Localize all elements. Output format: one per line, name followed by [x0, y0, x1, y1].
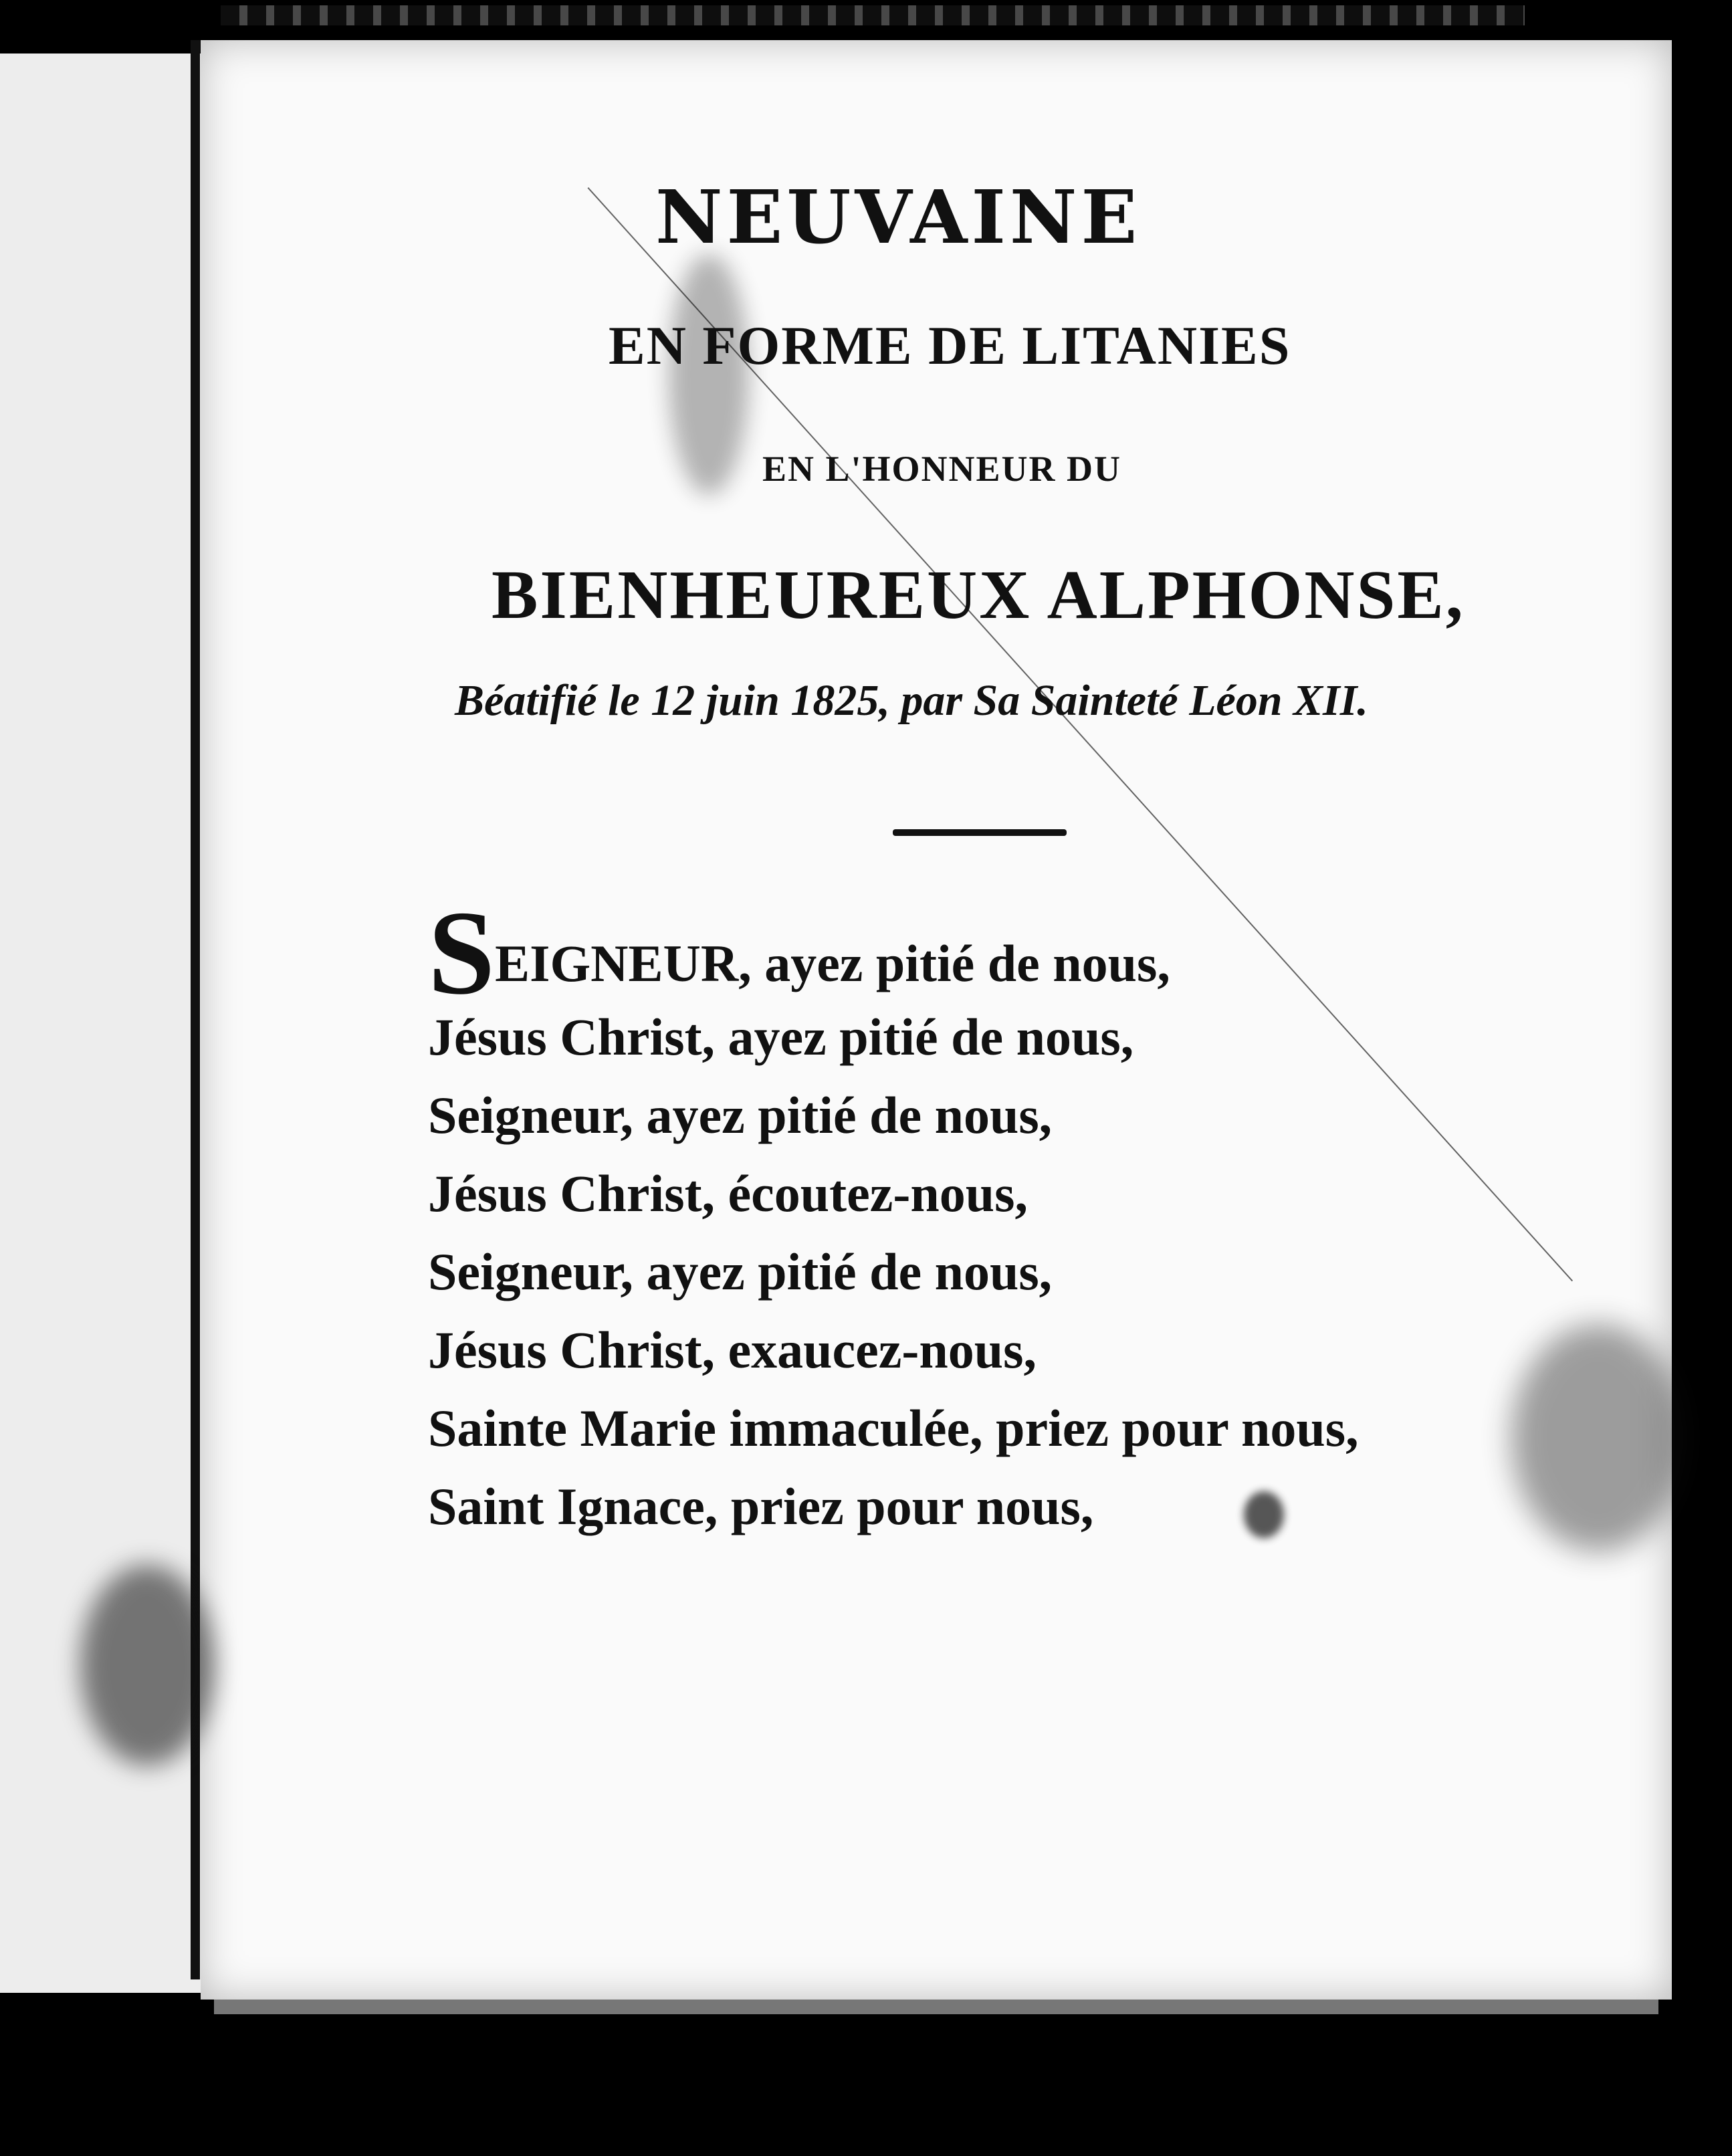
- subject-name: BIENHEUREUX ALPHONSE,: [492, 556, 1465, 633]
- beatification-note: Béatifié le 12 juin 1825, par Sa Sainteté Léon XII.: [455, 676, 1368, 725]
- page-subtitle: EN FORME DE LITANIES: [609, 315, 1291, 376]
- litany-list: [428, 886, 1565, 1545]
- litany-line: Seigneur, ayez pitié de nous,: [428, 1086, 1053, 1144]
- page-bottom-edge: [214, 2000, 1658, 2014]
- litany-line: Saint Ignace, priez pour nous,: [428, 1477, 1094, 1535]
- first-word-rest: EIGNEUR: [495, 934, 739, 992]
- ink-stain: [80, 1565, 214, 1765]
- section-divider: [893, 829, 1067, 836]
- dedication-line: EN L'HONNEUR DU: [762, 449, 1122, 489]
- litany-line: [428, 886, 1565, 1019]
- litany-line: Jésus Christ, écoutez-nous,: [428, 1164, 1028, 1222]
- litany-line: Jésus Christ, ayez pitié de nous,: [428, 1008, 1134, 1066]
- first-line-rest: , ayez pitié de nous,: [738, 934, 1170, 992]
- litany-line: Sainte Marie immaculée, priez pour nous,: [428, 1399, 1359, 1457]
- page-title: NEUVAINE: [655, 174, 1142, 260]
- drop-cap: S: [428, 886, 496, 1019]
- litany-line: Seigneur, ayez pitié de nous,: [428, 1243, 1053, 1301]
- litany-line: Jésus Christ, exaucez-nous,: [428, 1321, 1037, 1379]
- ornamental-top-border: [221, 5, 1525, 25]
